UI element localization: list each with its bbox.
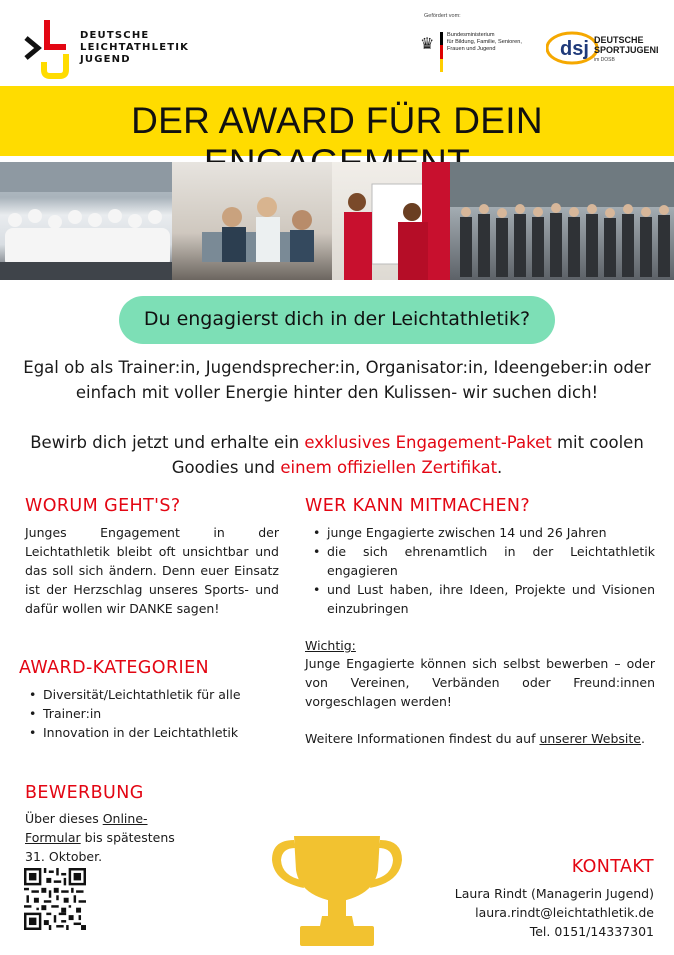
headline-pill xyxy=(119,296,555,344)
intro-text: Egal ob als Trainer:in, Jugendsprecher:in, Organisator:in, Ideengeber:in oder einfach mit voller Energie hinter den Kulissen- wir suchen dich! xyxy=(23,358,651,402)
photo-workshop xyxy=(172,162,332,280)
photo-group-stadium-art xyxy=(0,162,172,280)
list-item: • und Lust haben, ihre Ideen, Projekte und Visionen einzubringen xyxy=(305,580,655,618)
ministry-line-1: Bundesministerium xyxy=(447,32,495,38)
logo-line-1: DEUTSCHE xyxy=(80,30,150,41)
dsj-line-3: im DOSB xyxy=(594,57,615,63)
pill-text: Du engagierst dich in der Leichtathletik? xyxy=(143,308,531,330)
dlv-logo-mark xyxy=(22,18,74,80)
worum-heading: WORUM GEHT'S? xyxy=(25,496,181,516)
photo-whiteboard-art xyxy=(332,162,450,280)
offer-highlight-paket: exklusives Engagement-Paket xyxy=(304,433,552,452)
offer-text xyxy=(14,430,660,480)
bewerbung-text xyxy=(25,809,195,866)
wichtig-text: Junge Engagierte können sich selbst bewerben – oder von Vereinen, Verbänden oder Freund:innen vorgeschlagen werden! xyxy=(305,656,655,709)
dsj-logo xyxy=(546,28,658,68)
online-form-link[interactable]: Online-Formular xyxy=(25,811,148,845)
dlv-jugend-logo xyxy=(22,18,190,80)
ministry-line-2: für Bildung, Familie, Senioren, xyxy=(447,39,522,45)
ministry-text xyxy=(447,32,537,53)
contact-phone[interactable]: Tel. 0151/14337301 xyxy=(529,924,654,939)
bewerbung-deadline: 31. Oktober. xyxy=(25,849,103,864)
info-suffix: . xyxy=(641,731,645,746)
logo-line-2: LEICHTATHLETIK xyxy=(80,42,190,53)
kategorien-list xyxy=(21,685,281,742)
wichtig-label xyxy=(305,636,655,655)
website-link[interactable]: unserer Website xyxy=(539,731,641,746)
dsj-mark-text: dsj xyxy=(560,38,589,60)
bewerbung-suffix: bis spätestens xyxy=(80,830,175,845)
dsj-line-2: SPORTJUGEND xyxy=(594,45,658,55)
photo-group-building xyxy=(450,162,674,280)
offer-part-1: Bewirb dich jetzt und erhalte ein xyxy=(30,433,305,452)
list-item: • Trainer:in xyxy=(21,704,281,723)
list-item: • die sich ehrenamtlich in der Leichtathletik engagieren xyxy=(305,542,655,580)
photo-strip xyxy=(0,162,674,280)
offer-part-3: . xyxy=(497,458,503,477)
qr-code[interactable] xyxy=(24,868,86,930)
bewerbung-heading: BEWERBUNG xyxy=(25,783,144,803)
worum-text: Junges Engagement in der Leichtathletik bleibt oft unsichtbar und das soll sich ändern. Denn euer Einsatz ist der Herzschlag unseres Sports- und dafür wollen wir DANKE sagen! xyxy=(25,525,279,616)
bewerbung-prefix: Über dieses xyxy=(25,811,103,826)
contact-email[interactable]: laura.rindt@leichtathletik.de xyxy=(475,905,654,920)
dsj-line-1: DEUTSCHE xyxy=(594,35,644,45)
info-text xyxy=(305,729,655,748)
photo-group-stadium xyxy=(0,162,172,280)
contact-name: Laura Rindt (Managerin Jugend) xyxy=(454,886,654,901)
offer-part-2: mit coolen Goodies und xyxy=(171,433,644,477)
federal-eagle-icon: ♛ xyxy=(420,34,435,53)
dsj-logo-mark xyxy=(546,28,658,68)
list-item: • junge Engagierte zwischen 14 und 26 Jahren xyxy=(305,523,655,542)
kategorien-heading: AWARD-KATEGORIEN xyxy=(19,658,210,678)
list-item: • Innovation in der Leichtathletik xyxy=(21,723,281,742)
info-prefix: Weitere Informationen findest du auf xyxy=(305,731,540,746)
ministry-logo xyxy=(420,30,532,74)
photo-group-building-art xyxy=(450,162,674,280)
kontakt-heading: KONTAKT xyxy=(571,857,654,877)
photo-workshop-art xyxy=(172,162,332,280)
wer-list xyxy=(305,523,655,618)
photo-whiteboard xyxy=(332,162,450,280)
wichtig-label-text: Wichtig: xyxy=(305,638,356,653)
page-title: DER AWARD FÜR DEIN xyxy=(131,100,543,141)
german-flag-bar xyxy=(440,32,443,72)
title-banner xyxy=(0,86,674,156)
funding-note: Gefördert vom: xyxy=(424,13,461,19)
logo-text xyxy=(80,30,189,66)
logo-line-3: JUGEND xyxy=(80,54,131,65)
offer-highlight-zertifikat: einem offiziellen Zertifikat xyxy=(280,458,498,477)
trophy-icon xyxy=(268,830,406,948)
ministry-line-3: Frauen und Jugend xyxy=(447,46,496,52)
wer-heading: WER KANN MITMACHEN? xyxy=(305,496,531,516)
list-item: • Diversität/Leichtathletik für alle xyxy=(21,685,281,704)
